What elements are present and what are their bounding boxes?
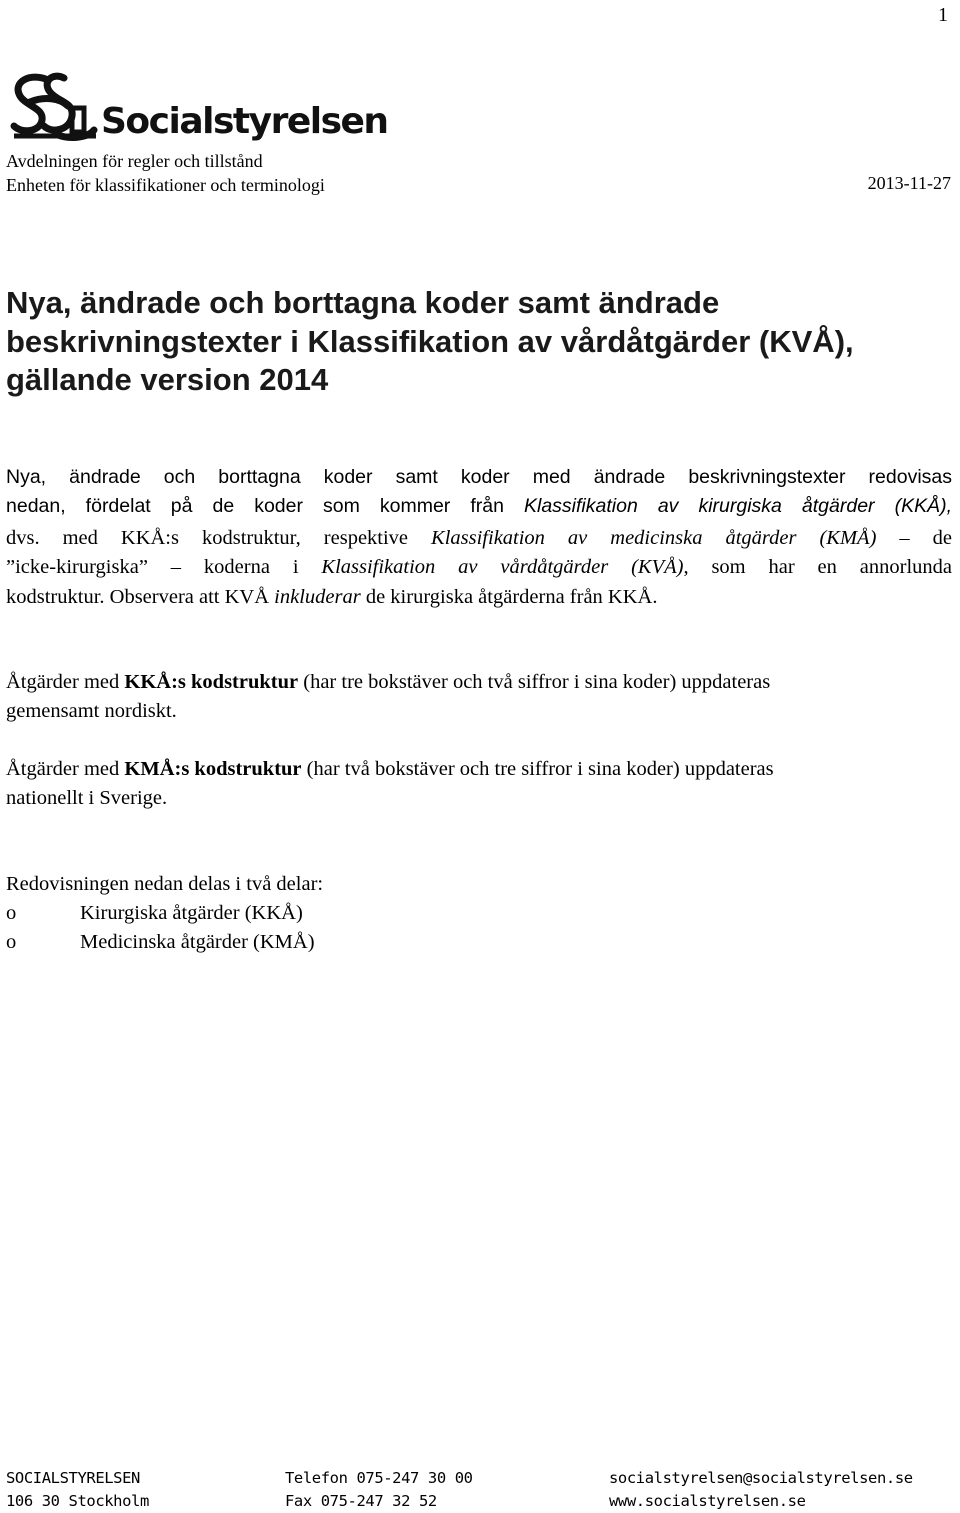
text: Åtgärder med [6, 671, 125, 693]
footer-phone: Telefon 075-247 30 00 [285, 1469, 473, 1487]
socialstyrelsen-logo [8, 72, 388, 149]
paragraph-line [6, 755, 774, 784]
list-item [0, 928, 960, 957]
text: (har tre bokstäver och två siffror i sina koder) uppdateras [298, 671, 771, 693]
intro-line [6, 492, 952, 521]
bullet-marker: o [6, 902, 17, 924]
paragraph-line [6, 668, 770, 697]
emphasis: inkluderar [274, 586, 361, 608]
list-item-label: Kirurgiska åtgärder (KKÅ) [80, 902, 303, 924]
text: kodstruktur. Observera att KVÅ [6, 586, 275, 608]
title-line: Nya, ändrade och borttagna koder samt ändrade [6, 285, 720, 320]
intro-line [6, 524, 952, 553]
intro-line [6, 463, 952, 492]
intro-line [6, 583, 657, 612]
text: dvs. med KKÅ:s kodstruktur, respektive [6, 527, 432, 549]
footer-address: 106 30 Stockholm [6, 1492, 149, 1510]
footer-org: SOCIALSTYRELSEN [6, 1469, 140, 1487]
text: Nya, ändrade och borttagna koder samt koder med ändrade beskrivningstexter redovisas [6, 466, 952, 488]
intro-line [6, 553, 952, 582]
classification-name: Klassifikation av vårdåtgärder (KVÅ) [321, 556, 684, 578]
parts-intro: Redovisningen nedan delas i två delar: [6, 873, 324, 895]
unit-name: Enheten för klassifikationer och terminologi [6, 175, 325, 195]
text: nedan, fördelat på de koder som kommer från [6, 495, 524, 517]
list-item [0, 899, 960, 928]
text: Åtgärder med [6, 758, 125, 780]
document-title [6, 284, 946, 400]
bullet-marker: o [6, 931, 17, 953]
footer-fax: Fax 075-247 32 52 [285, 1492, 437, 1510]
document-date: 2013-11-27 [867, 173, 951, 193]
footer-web-link[interactable]: www.socialstyrelsen.se [609, 1492, 806, 1510]
page-number: 1 [938, 4, 948, 26]
footer-email-link[interactable]: socialstyrelsen@socialstyrelsen.se [609, 1469, 913, 1487]
text: de kirurgiska åtgärderna från KKÅ. [360, 586, 658, 608]
title-line: beskrivningstexter i Klassifikation av vårdåtgärder (KVÅ), [6, 323, 854, 359]
logo-wordmark: Socialstyrelsen [101, 101, 388, 142]
text: – de [876, 527, 952, 549]
bold-term: KMÅ:s kodstruktur [124, 758, 302, 780]
classification-name: Klassifikation av kirurgiska åtgärder (KKÅ), [523, 495, 953, 517]
title-line: gällande version 2014 [6, 362, 329, 397]
text: ”icke-kirurgiska” – koderna i [6, 556, 322, 578]
paragraph-line: gemensamt nordiskt. [6, 700, 177, 722]
department-name: Avdelningen för regler och tillstånd [6, 151, 263, 171]
paragraph-line: nationellt i Sverige. [6, 787, 168, 809]
bold-term: KKÅ:s kodstruktur [124, 671, 299, 693]
text: (har två bokstäver och tre siffror i sina koder) uppdateras [301, 758, 774, 780]
socialstyrelsen-emblem-icon [8, 72, 100, 144]
list-item-label: Medicinska åtgärder (KMÅ) [80, 931, 315, 953]
classification-name: Klassifikation av medicinska åtgärder (KMÅ) [431, 527, 877, 549]
text: , som har en annorlunda [683, 556, 952, 578]
